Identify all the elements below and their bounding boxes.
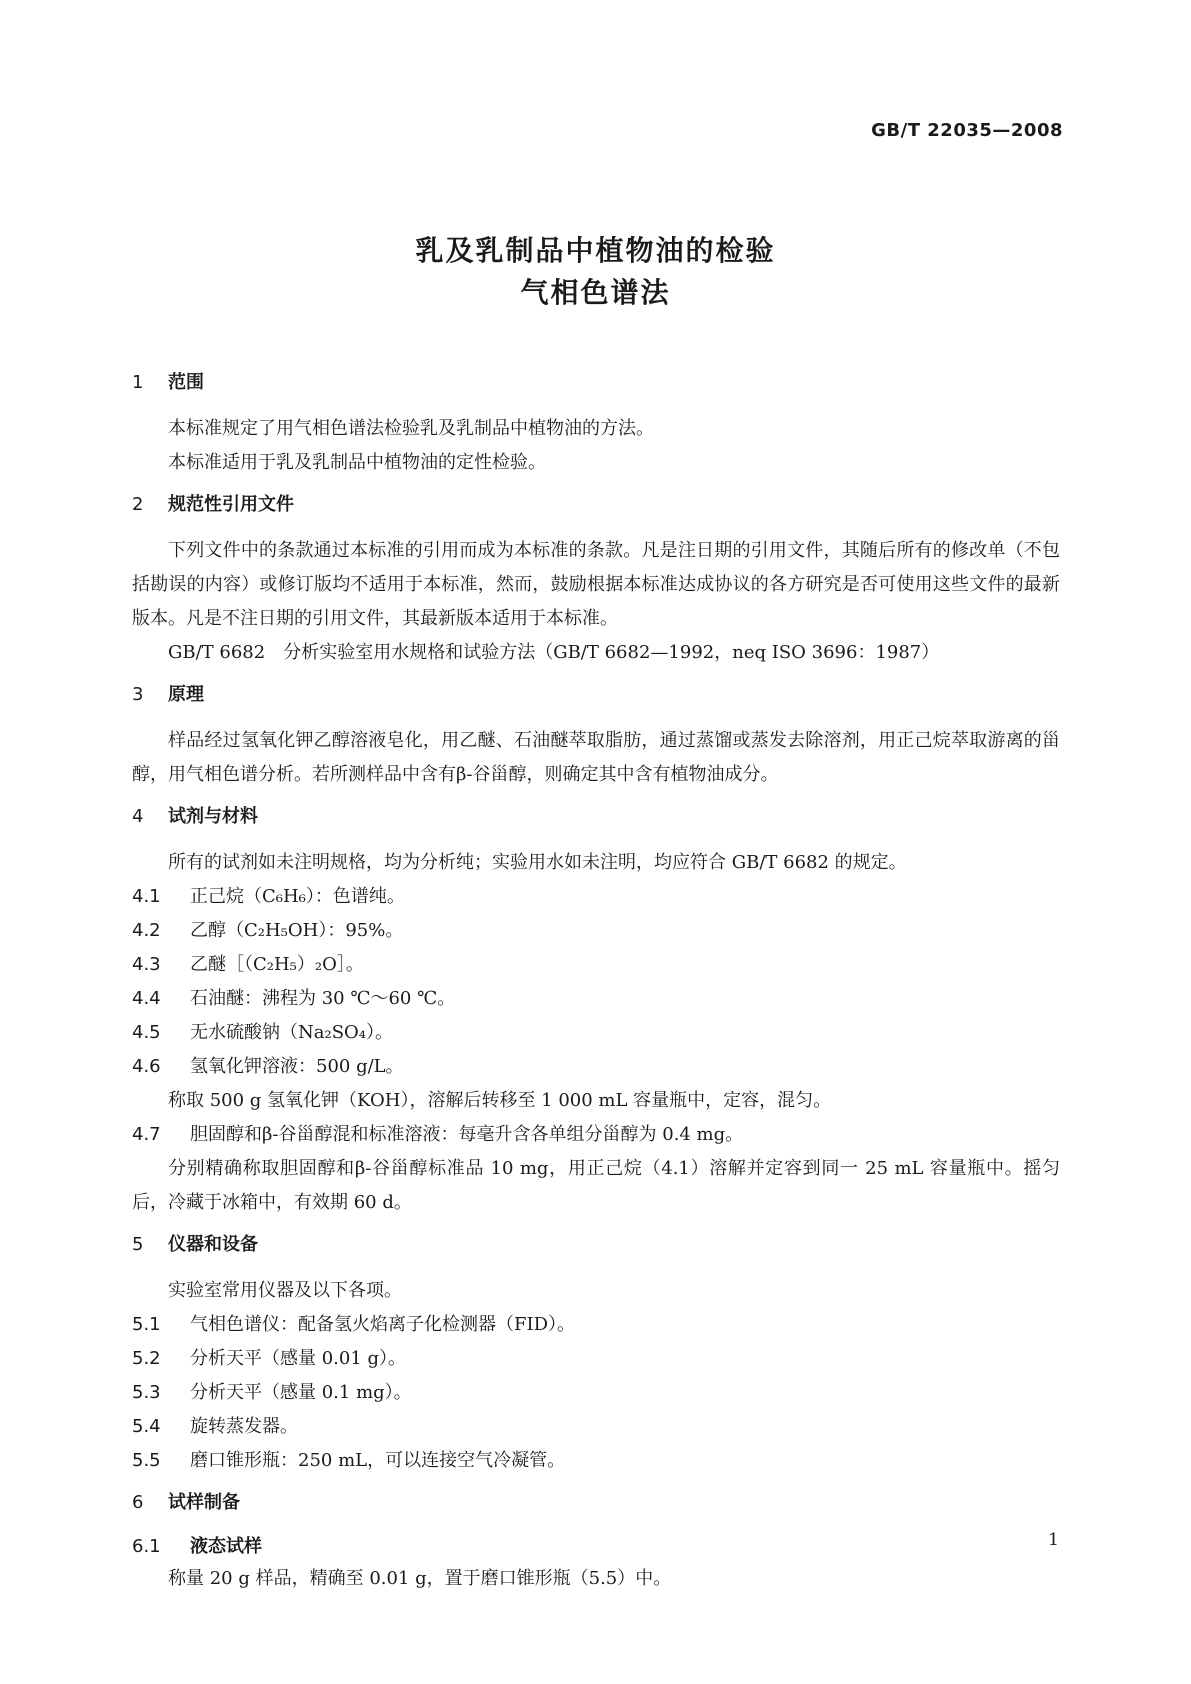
section-number: 5 bbox=[132, 1234, 144, 1255]
section-number: 3 bbox=[132, 684, 144, 705]
list-item bbox=[132, 1118, 1060, 1152]
list-item bbox=[132, 880, 1060, 914]
item-text: 胆固醇和β-谷甾醇混和标准溶液：每毫升含各单组分甾醇为 0.4 mg。 bbox=[190, 1124, 744, 1145]
item-number: 5.4 bbox=[132, 1416, 161, 1437]
section-heading-sample-preparation bbox=[132, 1488, 1060, 1518]
title-line-1: 乳及乳制品中植物油的检验 bbox=[415, 234, 776, 267]
list-item bbox=[132, 982, 1060, 1016]
section-number: 6 bbox=[132, 1492, 144, 1513]
item-detail: 称取 500 g 氢氧化钾（KOH），溶解后转移至 1 000 mL 容量瓶中，定容，混匀。 bbox=[168, 1090, 832, 1111]
item-text: 正己烷（C₆H₆）：色谱纯。 bbox=[190, 886, 405, 907]
list-item bbox=[132, 1342, 1060, 1376]
section-title: 范围 bbox=[168, 372, 204, 393]
item-text: 乙醚［（C₂H₅）₂O］。 bbox=[190, 954, 364, 975]
item-number: 5.3 bbox=[132, 1382, 161, 1403]
list-item bbox=[132, 1376, 1060, 1410]
list-item bbox=[132, 1444, 1060, 1478]
section-title: 试样制备 bbox=[168, 1492, 240, 1513]
paragraph: 本标准规定了用气相色谱法检验乳及乳制品中植物油的方法。 bbox=[168, 418, 654, 439]
section-heading-principle bbox=[132, 680, 1060, 710]
section-number: 2 bbox=[132, 494, 144, 515]
section-title: 原理 bbox=[168, 684, 204, 705]
title-line-2: 气相色谱法 bbox=[520, 276, 671, 309]
item-text: 乙醇（C₂H₅OH）：95%。 bbox=[190, 920, 404, 941]
item-text: 磨口锥形瓶：250 mL，可以连接空气冷凝管。 bbox=[190, 1450, 566, 1471]
item-text: 分析天平（感量 0.1 mg）。 bbox=[190, 1382, 412, 1403]
section-heading-scope bbox=[132, 368, 1060, 398]
section-heading-normative-references bbox=[132, 490, 1060, 520]
paragraph: 所有的试剂如未注明规格，均为分析纯；实验用水如未注明，均应符合 GB/T 6682 的规定。 bbox=[168, 852, 907, 873]
subsection-title: 液态试样 bbox=[190, 1536, 262, 1557]
item-detail: 分别精确称取胆固醇和β-谷甾醇标准品 10 mg，用正己烷（4.1）溶解并定容到同一 25 mL 容量瓶中。摇匀后，冷藏于冰箱中，有效期 60 d。 bbox=[132, 1158, 1060, 1213]
paragraph: 本标准适用于乳及乳制品中植物油的定性检验。 bbox=[168, 452, 546, 473]
paragraph: 下列文件中的条款通过本标准的引用而成为本标准的条款。凡是注日期的引用文件，其随后所有的修改单（不包括勘误的内容）或修订版均不适用于本标准，然而，鼓励根据本标准达成协议的各方研究是否可使用这些文件的最新版本。凡是不注日期的引用文件，其最新版本适用于本标准。 bbox=[132, 540, 1060, 629]
list-item bbox=[132, 1410, 1060, 1444]
list-item bbox=[132, 1050, 1060, 1084]
item-number: 4.4 bbox=[132, 988, 161, 1009]
paragraph: 样品经过氢氧化钾乙醇溶液皂化，用乙醚、石油醚萃取脂肪，通过蒸馏或蒸发去除溶剂，用正己烷萃取游离的甾醇，用气相色谱分析。若所测样品中含有β-谷甾醇，则确定其中含有植物油成分。 bbox=[132, 730, 1060, 785]
item-number: 5.1 bbox=[132, 1314, 161, 1335]
standard-code: GB/T 22035—2008 bbox=[871, 120, 1063, 141]
item-text: 无水硫酸钠（Na₂SO₄）。 bbox=[190, 1022, 394, 1043]
document-body bbox=[132, 368, 1060, 1596]
item-text: 石油醚：沸程为 30 ℃～60 ℃。 bbox=[190, 988, 456, 1009]
section-number: 1 bbox=[132, 372, 144, 393]
item-text: 旋转蒸发器。 bbox=[190, 1416, 298, 1437]
paragraph: 称量 20 g 样品，精确至 0.01 g，置于磨口锥形瓶（5.5）中。 bbox=[168, 1568, 672, 1589]
list-item bbox=[132, 1016, 1060, 1050]
subsection-heading-liquid-sample bbox=[132, 1532, 1060, 1562]
section-heading-reagents bbox=[132, 802, 1060, 832]
reference-entry: GB/T 6682 分析实验室用水规格和试验方法（GB/T 6682—1992，neq ISO 3696：1987） bbox=[168, 642, 940, 663]
subsection-number: 6.1 bbox=[132, 1536, 161, 1557]
item-number: 4.6 bbox=[132, 1056, 161, 1077]
paragraph: 实验室常用仪器及以下各项。 bbox=[168, 1280, 402, 1301]
list-item bbox=[132, 948, 1060, 982]
item-number: 4.5 bbox=[132, 1022, 161, 1043]
page-number: 1 bbox=[1048, 1530, 1059, 1550]
section-title: 仪器和设备 bbox=[168, 1234, 258, 1255]
list-item bbox=[132, 914, 1060, 948]
section-title: 试剂与材料 bbox=[168, 806, 258, 827]
item-text: 分析天平（感量 0.01 g）。 bbox=[190, 1348, 407, 1369]
item-text: 氢氧化钾溶液：500 g/L。 bbox=[190, 1056, 404, 1077]
section-title: 规范性引用文件 bbox=[168, 494, 294, 515]
item-number: 4.3 bbox=[132, 954, 161, 975]
item-number: 4.7 bbox=[132, 1124, 161, 1145]
section-heading-apparatus bbox=[132, 1230, 1060, 1260]
item-text: 气相色谱仪：配备氢火焰离子化检测器（FID）。 bbox=[190, 1314, 576, 1335]
section-number: 4 bbox=[132, 806, 144, 827]
item-number: 4.2 bbox=[132, 920, 161, 941]
item-number: 5.5 bbox=[132, 1450, 161, 1471]
document-title bbox=[0, 230, 1191, 314]
item-number: 4.1 bbox=[132, 886, 161, 907]
item-number: 5.2 bbox=[132, 1348, 161, 1369]
list-item bbox=[132, 1308, 1060, 1342]
